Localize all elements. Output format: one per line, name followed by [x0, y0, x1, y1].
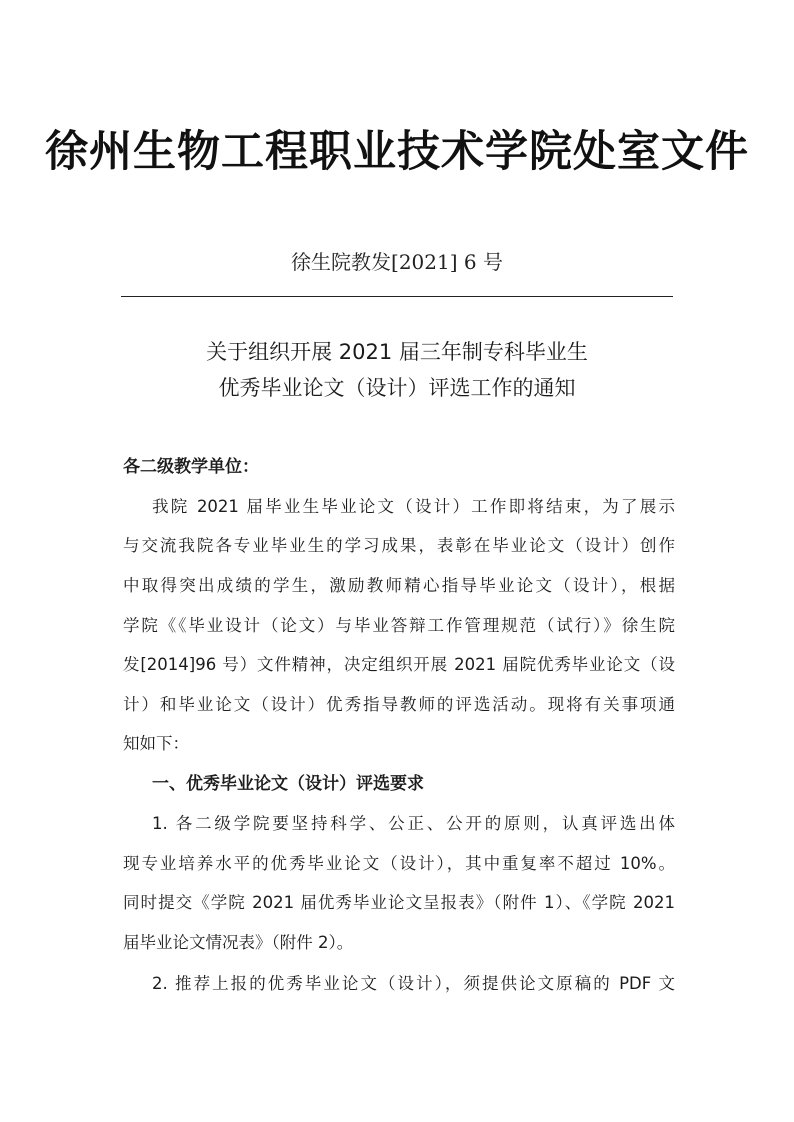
paragraph-line: 与交流我院各专业毕业生的学习成果，表彰在毕业论文（设计）创作	[123, 536, 675, 555]
item-line: 同时提交《学院 2021 届优秀毕业论文呈报表》（附件 1）、《学院 2021	[123, 893, 675, 912]
paragraph-line: 计）和毕业论文（设计）优秀指导教师的评选活动。现将有关事项通	[123, 695, 675, 714]
item-line: 届毕业论文情况表》（附件 2）。	[123, 933, 354, 952]
paragraph-line: 我院 2021 届毕业生毕业论文（设计）工作即将结束，为了展示	[152, 497, 675, 516]
notice-title-line-1: 关于组织开展 2021 届三年制专科毕业生	[206, 340, 588, 364]
notice-title-line-2: 优秀毕业论文（设计）评选工作的通知	[218, 376, 576, 400]
header-divider	[121, 296, 673, 297]
paragraph-line: 中取得突出成绩的学生，激励教师精心指导毕业论文（设计），根据	[123, 576, 675, 595]
masthead-title: 徐州生物工程职业技术学院处室文件	[45, 127, 749, 177]
item-line: 现专业培养水平的优秀毕业论文（设计），其中重复率不超过 10%。	[123, 854, 675, 873]
document-number: 徐生院教发[2021] 6 号	[291, 250, 503, 274]
section-heading: 一、优秀毕业论文（设计）评选要求	[152, 774, 424, 794]
paragraph-line: 发[2014]96 号）文件精神，决定组织开展 2021 届院优秀毕业论文（设	[123, 655, 675, 674]
item-line: 1. 各二级学院要坚持科学、公正、公开的原则，认真评选出体	[152, 814, 675, 833]
item-line: 2. 推荐上报的优秀毕业论文（设计），须提供论文原稿的 PDF 文	[152, 974, 675, 993]
salutation: 各二级教学单位：	[123, 457, 259, 477]
paragraph-line: 学院《《毕业设计（论文）与毕业答辩工作管理规范（试行）》徐生院	[123, 616, 675, 635]
paragraph-line: 知如下：	[123, 734, 189, 753]
